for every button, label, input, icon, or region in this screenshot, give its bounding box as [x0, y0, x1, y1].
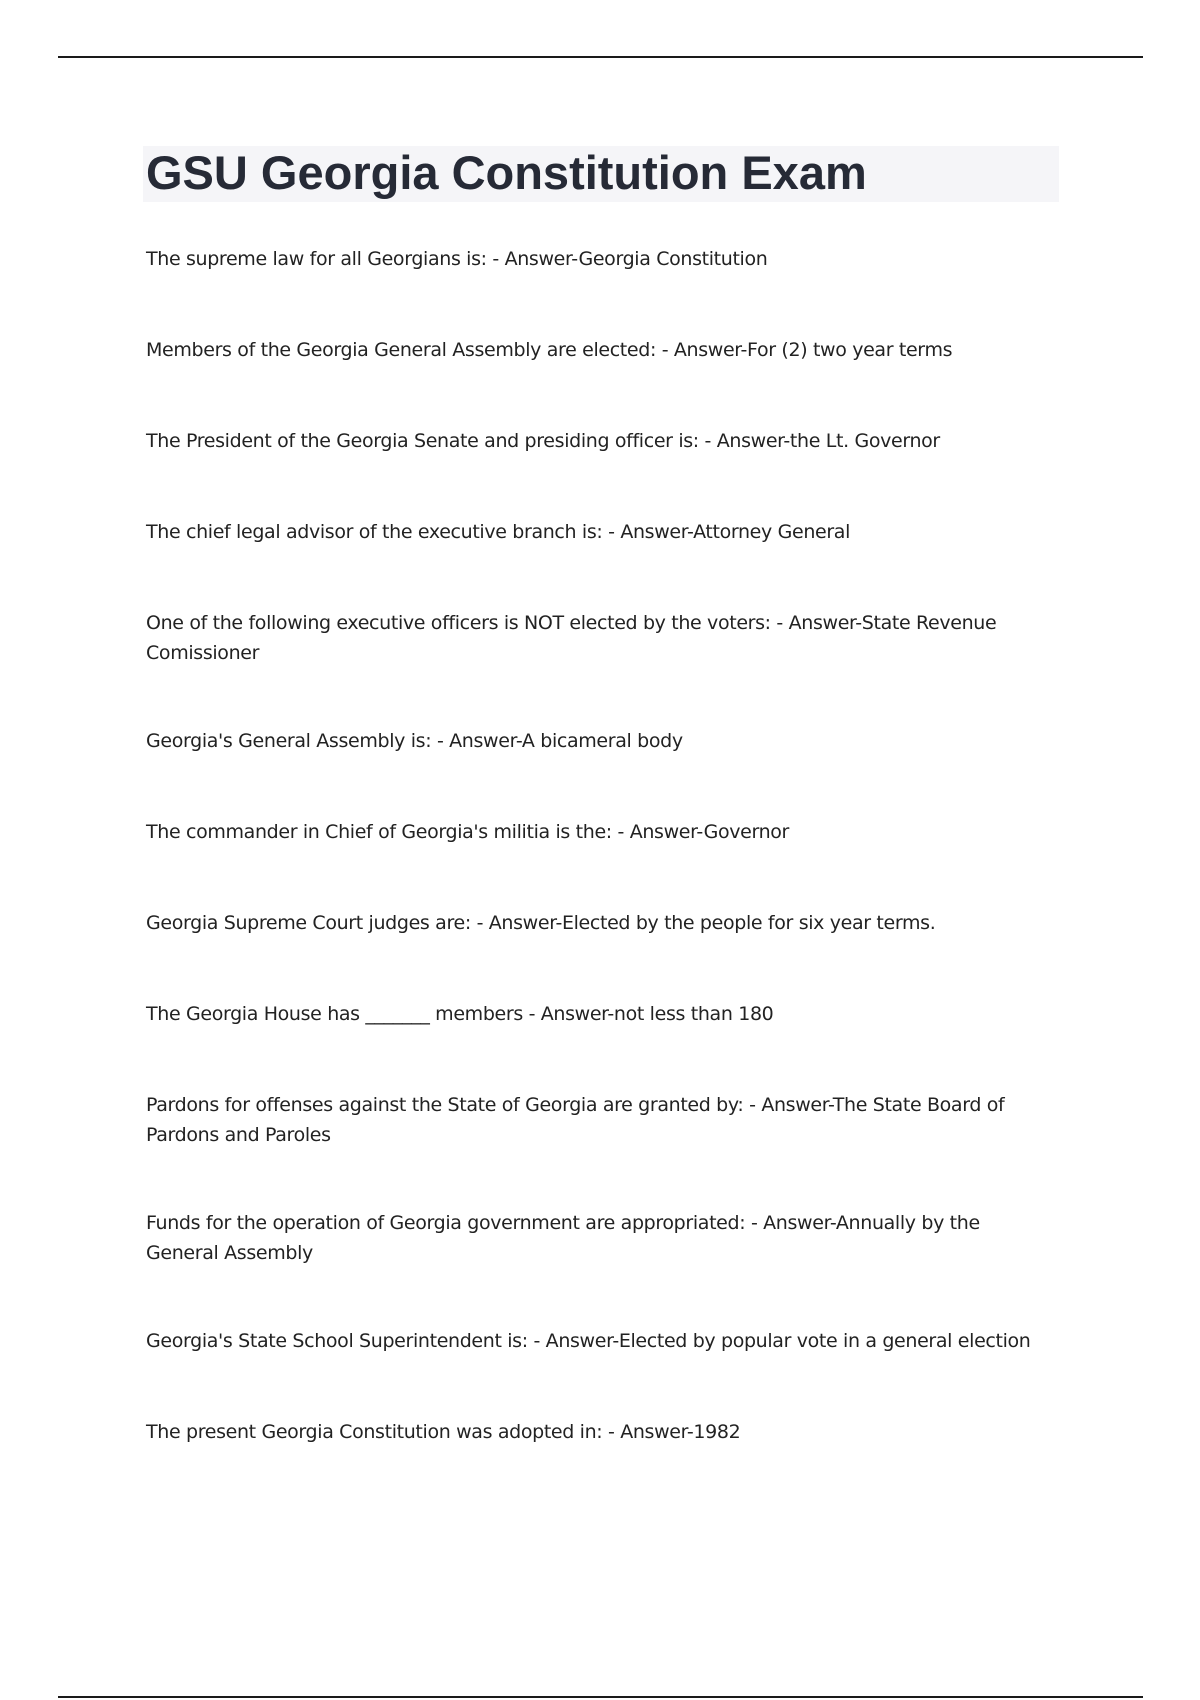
- qa-item: The commander in Chief of Georgia's militia is the: - Answer-Governor: [146, 821, 790, 843]
- bottom-divider: [58, 1696, 1143, 1698]
- qa-item: Members of the Georgia General Assembly are elected: - Answer-For (2) two year terms: [146, 339, 953, 361]
- qa-item: The President of the Georgia Senate and presiding officer is: - Answer-the Lt. Governor: [146, 430, 940, 452]
- question-answer-list: [146, 244, 1056, 1508]
- qa-item: The chief legal advisor of the executive branch is: - Answer-Attorney General: [146, 521, 851, 543]
- qa-item: Pardons for offenses against the State of Georgia are granted by: - Answer-The State Board of Pardons and Paroles: [146, 1094, 1005, 1146]
- qa-item: Georgia's General Assembly is: - Answer-A bicameral body: [146, 730, 683, 752]
- document-title: GSU Georgia Constitution Exam: [146, 146, 867, 199]
- qa-item: Georgia Supreme Court judges are: - Answer-Elected by the people for six year terms.: [146, 912, 936, 934]
- qa-item: One of the following executive officers is NOT elected by the voters: - Answer-State Revenue Comissioner: [146, 612, 997, 664]
- qa-item: Georgia's State School Superintendent is: - Answer-Elected by popular vote in a general election: [146, 1330, 1031, 1352]
- qa-item: The supreme law for all Georgians is: - Answer-Georgia Constitution: [146, 248, 768, 270]
- qa-item: Funds for the operation of Georgia government are appropriated: - Answer-Annually by the General Assembly: [146, 1212, 980, 1264]
- qa-item: The present Georgia Constitution was adopted in: - Answer-1982: [146, 1421, 741, 1443]
- top-divider: [58, 56, 1143, 58]
- qa-item: The Georgia House has _______ members - Answer-not less than 180: [146, 1003, 774, 1025]
